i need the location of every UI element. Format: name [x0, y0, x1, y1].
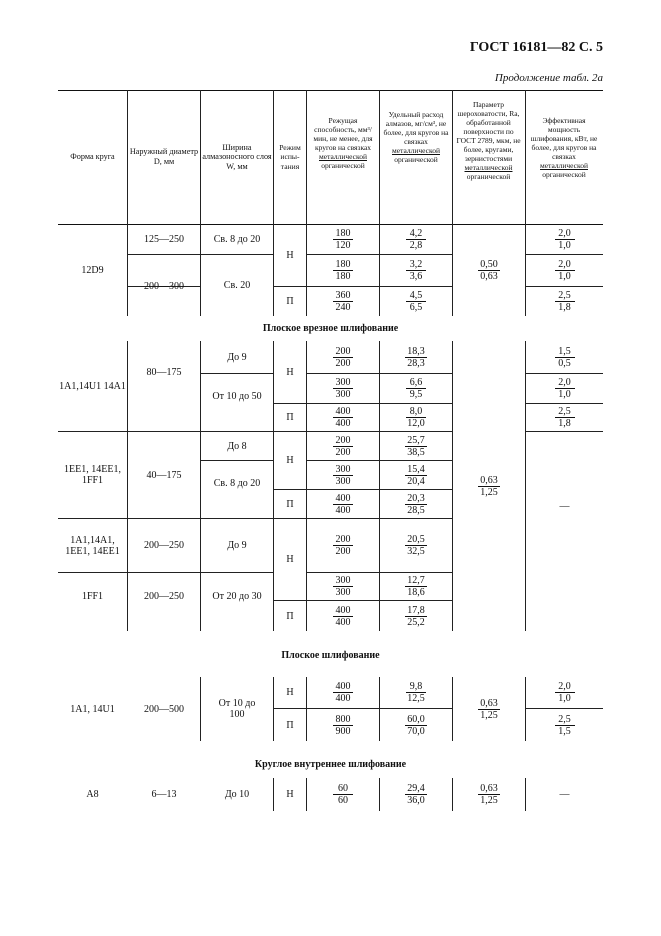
- fraction-metal: 200: [333, 534, 353, 546]
- fraction-metal: 2,5: [555, 290, 575, 302]
- fraction-organic: 200: [335, 546, 351, 557]
- col-header-diameter: Наружный диаметр D, мм: [129, 147, 199, 166]
- width-cell: До 8: [227, 440, 247, 452]
- fraction-metal: 8,0: [406, 406, 426, 418]
- fraction-organic: 25,2: [407, 616, 425, 628]
- consumption-header-text: Удельный расход алмазов, мг/см³, не более, для кругов на связках: [383, 110, 449, 146]
- width-cell: До 9: [227, 351, 247, 363]
- fraction-metal: 12,7: [407, 575, 425, 586]
- mode-cell: Н: [286, 687, 294, 698]
- fraction-metal: 6,6: [406, 377, 426, 389]
- fraction-metal: 180: [333, 259, 353, 271]
- consumption-value: [380, 490, 452, 518]
- fraction-metal: 300: [333, 464, 353, 476]
- diameter-cell: 80—175: [146, 366, 182, 378]
- fraction-organic: 28,5: [407, 504, 425, 516]
- fraction-organic: 300: [335, 587, 351, 598]
- fraction-organic: 1,8: [558, 418, 571, 429]
- fraction-organic: 6,5: [409, 302, 423, 313]
- fraction-organic: 1,25: [480, 795, 498, 806]
- fraction-organic: 300: [335, 475, 351, 487]
- width-cell: От 10 до 50: [212, 390, 262, 402]
- fraction-organic: 38,5: [407, 446, 425, 458]
- cutting-value: [307, 341, 379, 373]
- consumption-value: [380, 255, 452, 286]
- fraction-metal: 20,3: [407, 492, 425, 504]
- power-value: [526, 225, 603, 254]
- fraction-organic: 3,6: [409, 271, 423, 282]
- cutting-header-text: Режущая способность, мм³/мин, не менее, для кругов на связках: [313, 116, 373, 152]
- consumption-header-organic: органической: [394, 155, 438, 164]
- fraction-organic: 1,0: [558, 240, 571, 251]
- roughness-header-metal: металлической: [464, 163, 513, 172]
- fraction-organic: 400: [335, 504, 351, 516]
- fraction-organic: 18,6: [407, 587, 425, 598]
- section-title: Плоское шлифование: [281, 650, 380, 661]
- page-header: ГОСТ 16181—82 С. 5: [469, 40, 603, 55]
- roughness-value: [453, 225, 525, 316]
- fraction-organic: 36,0: [407, 795, 425, 806]
- cutting-value: [307, 490, 379, 518]
- fraction-metal: 400: [333, 406, 353, 418]
- fraction-organic: 1,5: [558, 725, 571, 737]
- cutting-value: [307, 374, 379, 403]
- power-value: [526, 255, 603, 286]
- fraction-organic: 1,0: [558, 693, 571, 704]
- col-header-power: [528, 116, 600, 179]
- section-title: Плоское врезное шлифование: [262, 323, 399, 334]
- roughness-header-text: Параметр шероховатости, Ra, обработанной поверхности по ГОСТ 2789, мкм, не более, кругами, зернистостями: [456, 100, 521, 163]
- fraction-organic: 12,5: [407, 693, 425, 704]
- fraction-metal: 2,0: [555, 377, 575, 389]
- consumption-value: [380, 374, 452, 403]
- consumption-value: [380, 287, 452, 316]
- shape-cell: 1А1,14U1 14А1: [59, 380, 126, 392]
- cutting-value: [307, 601, 379, 631]
- cutting-value: [307, 432, 379, 460]
- mode-cell: Н: [286, 789, 294, 800]
- shape-cell: 1ЕЕ1, 14ЕЕ1, 1FF1: [64, 464, 121, 486]
- fraction-organic: 32,5: [407, 546, 425, 557]
- fraction-metal: 15,4: [407, 463, 425, 475]
- consumption-value: [380, 709, 452, 741]
- mode-cell: П: [286, 412, 294, 423]
- roughness-value: [453, 341, 525, 631]
- power-dash: —: [559, 789, 570, 800]
- width-cell: От 20 до 30: [212, 590, 262, 602]
- fraction-metal: 0,63: [480, 783, 498, 794]
- diameter-cell: 125—250: [144, 234, 184, 245]
- cutting-header-organic: органической: [321, 161, 365, 170]
- fraction-metal: 4,5: [406, 290, 426, 302]
- fraction-organic: 28,3: [407, 357, 425, 369]
- fraction-organic: 300: [335, 389, 351, 400]
- fraction-metal: 2,5: [555, 406, 575, 418]
- fraction-metal: 0,63: [480, 474, 498, 486]
- mode-cell: Н: [286, 554, 294, 565]
- fraction-organic: 120: [335, 240, 351, 251]
- col-header-shape: Форма круга: [70, 152, 115, 162]
- consumption-header-metal: металлической: [392, 146, 440, 155]
- fraction-metal: 300: [333, 575, 353, 587]
- roughness-value: [453, 677, 525, 741]
- col-header-width: Ширина алмазоносного слоя W, мм: [202, 142, 272, 171]
- fraction-organic: 1,25: [480, 486, 498, 498]
- diameter-cell: 40—175: [146, 469, 182, 481]
- mode-cell: П: [286, 610, 294, 622]
- fraction-metal: 60,0: [407, 713, 425, 725]
- fraction-organic: 240: [335, 302, 351, 313]
- shape-cell: 1FF1: [81, 590, 104, 602]
- power-value: [526, 341, 603, 373]
- consumption-value: [380, 461, 452, 489]
- power-header-metal: металлической: [540, 161, 588, 170]
- mode-cell: П: [286, 296, 294, 307]
- fraction-organic: 400: [335, 693, 351, 704]
- fraction-organic: 12,0: [407, 418, 425, 429]
- power-value: [526, 709, 603, 741]
- fraction-metal: 20,5: [407, 534, 425, 545]
- cutting-value: [307, 709, 379, 741]
- fraction-organic: 200: [335, 357, 351, 369]
- fraction-organic: 180: [335, 271, 351, 282]
- fraction-metal: 4,2: [406, 228, 426, 240]
- diameter-cell: 200—250: [144, 540, 184, 551]
- fraction-organic: 200: [335, 446, 351, 458]
- fraction-organic: 0,5: [558, 357, 571, 369]
- fraction-organic: 20,4: [407, 475, 425, 487]
- mode-cell: Н: [286, 250, 294, 261]
- width-cell: От 10 до 100: [218, 698, 256, 720]
- roughness-header-organic: органической: [466, 172, 511, 181]
- power-header-organic: органической: [542, 170, 586, 179]
- cutting-value: [307, 404, 379, 431]
- width-cell: До 9: [227, 540, 247, 551]
- fraction-metal: 17,8: [407, 604, 425, 616]
- diameter-cell: 6—13: [151, 789, 177, 800]
- consumption-value: [380, 677, 452, 708]
- fraction-metal: 400: [333, 493, 353, 505]
- width-cell: Св. 8 до 20: [213, 477, 261, 489]
- fraction-organic: 2,8: [409, 240, 423, 251]
- power-value: [526, 677, 603, 708]
- width-cell: Св. 8 до 20: [213, 234, 261, 245]
- consumption-value: [380, 225, 452, 254]
- fraction-metal: 25,7: [407, 434, 425, 446]
- shape-cell: 1А1, 14U1: [70, 703, 115, 715]
- diameter-cell: 200—250: [144, 590, 184, 602]
- fraction-metal: 0,50: [480, 259, 498, 270]
- fraction-metal: 360: [333, 290, 353, 302]
- fraction-metal: 2,5: [555, 714, 575, 726]
- fraction-organic: 70,0: [407, 725, 425, 737]
- cutting-value: [307, 287, 379, 316]
- fraction-organic: 1,25: [480, 709, 498, 721]
- cutting-value: [307, 255, 379, 286]
- consumption-value: [380, 404, 452, 431]
- fraction-metal: 1,5: [555, 346, 575, 358]
- fraction-metal: 800: [333, 714, 353, 726]
- section-title: Круглое внутреннее шлифование: [254, 759, 407, 770]
- cutting-value: [307, 677, 379, 708]
- fraction-organic: 1,8: [558, 302, 571, 313]
- fraction-metal: 2,0: [555, 259, 575, 271]
- power-value: [526, 374, 603, 403]
- fraction-metal: 0,63: [480, 697, 498, 709]
- power-dash: —: [559, 500, 570, 512]
- consumption-value: [380, 432, 452, 460]
- fraction-metal: 2,0: [555, 681, 575, 693]
- width-cell: Св. 20: [223, 280, 251, 291]
- fraction-metal: 29,4: [407, 783, 425, 794]
- table-continuation: Продолжение табл. 2а: [494, 72, 603, 84]
- cutting-value: [307, 225, 379, 254]
- shape-cell: 1А1,14А1, 1ЕЕ1, 14ЕЕ1: [65, 534, 120, 557]
- roughness-value: [453, 778, 525, 811]
- mode-cell: П: [286, 498, 294, 510]
- cutting-value: [307, 461, 379, 489]
- cutting-header-metal: металлической: [319, 152, 367, 161]
- power-value: [526, 404, 603, 431]
- width-cell: До 10: [224, 789, 250, 800]
- consumption-value: [380, 601, 452, 631]
- col-header-mode: Режим испы-тания: [279, 142, 301, 171]
- col-header-cutting: [310, 116, 376, 170]
- shape-cell: 12D9: [81, 265, 104, 276]
- diameter-cell: 200—300: [144, 280, 184, 292]
- fraction-metal: 400: [333, 681, 353, 693]
- consumption-value: [380, 778, 452, 811]
- fraction-organic: 400: [335, 616, 351, 628]
- consumption-value: [380, 341, 452, 373]
- cutting-value: [307, 778, 379, 811]
- fraction-metal: 200: [333, 346, 353, 358]
- mode-cell: Н: [286, 366, 294, 378]
- fraction-metal: 200: [333, 435, 353, 447]
- fraction-organic: 1,0: [558, 271, 571, 282]
- fraction-metal: 2,0: [555, 228, 575, 240]
- fraction-metal: 180: [333, 228, 353, 240]
- fraction-metal: 18,3: [407, 345, 425, 357]
- fraction-organic: 9,5: [409, 389, 423, 400]
- cutting-value: [307, 573, 379, 600]
- consumption-value: [380, 573, 452, 600]
- fraction-organic: 1,0: [558, 389, 571, 400]
- fraction-organic: 60: [338, 795, 348, 806]
- fraction-metal: 400: [333, 605, 353, 617]
- fraction-organic: 0,63: [480, 271, 498, 282]
- fraction-metal: 9,8: [406, 681, 426, 693]
- power-header-text: Эффективная мощность шлифования, кВт, не более, для кругов на связках: [530, 116, 598, 161]
- fraction-organic: 400: [335, 418, 351, 429]
- mode-cell: П: [286, 719, 294, 731]
- mode-cell: Н: [286, 455, 294, 466]
- fraction-metal: 300: [333, 377, 353, 389]
- fraction-metal: 60: [333, 783, 353, 795]
- shape-cell: А8: [86, 789, 99, 800]
- col-header-consumption: [383, 110, 449, 164]
- diameter-cell: 200—500: [144, 703, 184, 715]
- fraction-metal: 3,2: [406, 259, 426, 271]
- col-header-roughness: [455, 100, 522, 181]
- consumption-value: [380, 519, 452, 572]
- power-value: [526, 287, 603, 316]
- cutting-value: [307, 519, 379, 572]
- fraction-organic: 900: [335, 725, 351, 737]
